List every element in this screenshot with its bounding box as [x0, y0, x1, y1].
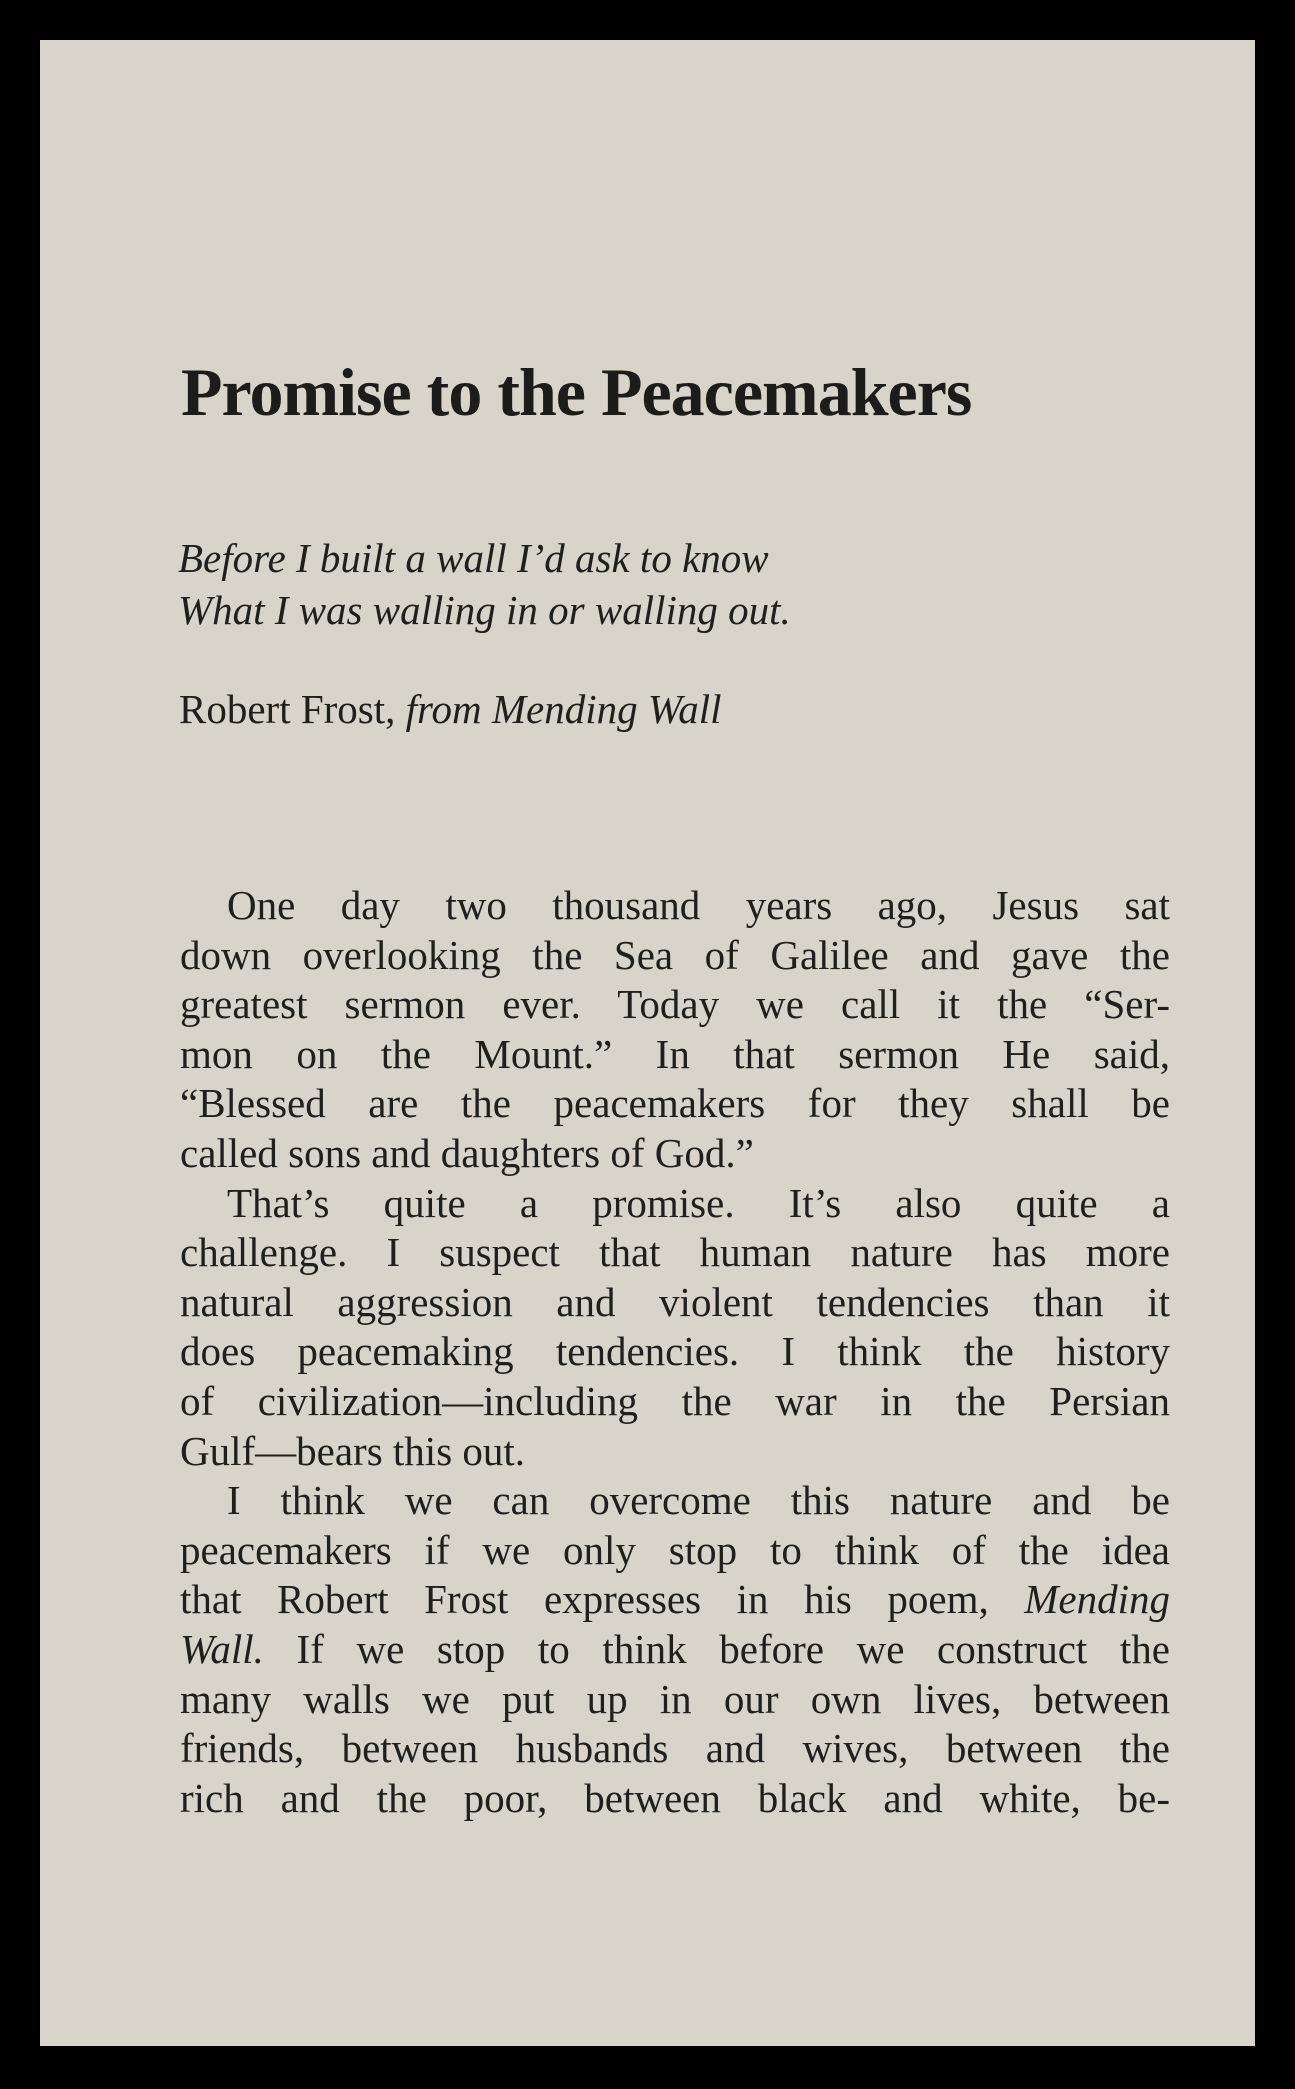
body-line-text: called sons and daughters of God.” [180, 1129, 754, 1176]
body-line [180, 1675, 1170, 1725]
body-line [180, 1179, 1170, 1229]
body-line [180, 1476, 1170, 1526]
body-line-text: many walls we put up in our own lives, between [180, 1675, 1170, 1722]
body-line-text: Gulf—bears this out. [180, 1427, 526, 1474]
body-line [180, 1129, 1170, 1179]
body-line-text: of civilization—including the war in the Persian [180, 1377, 1170, 1424]
body-line-text: If we stop to think before we construct the [296, 1625, 1170, 1672]
article-title: Promise to the Peacemakers [181, 354, 972, 430]
body-line-text: natural aggression and violent tendencies than it [180, 1278, 1170, 1325]
body-line [180, 1327, 1170, 1377]
body-line-text: peacemakers if we only stop to think of the idea [180, 1526, 1170, 1573]
body-line-text: One day two thousand years ago, Jesus sat [227, 882, 1170, 928]
body-line [180, 1079, 1170, 1129]
body-line-text: challenge. I suspect that human nature has more [180, 1229, 1170, 1276]
body-line [180, 980, 1170, 1030]
attribution-author: Robert Frost, [179, 686, 396, 732]
body-line-text: down overlooking the Sea of Galilee and gave the [180, 931, 1170, 978]
epigraph [178, 532, 791, 636]
body-line [180, 1774, 1170, 1824]
body-line-text: That’s quite a promise. It’s also quite a [227, 1179, 1170, 1226]
italic-text: Mending [1024, 1576, 1170, 1623]
body-line-text: greatest sermon ever. Today we call it the “Ser- [180, 981, 1170, 1028]
epigraph-line: Before I built a wall I’d ask to know [178, 535, 769, 581]
body-line [180, 1030, 1170, 1080]
body-line-text: that Robert Frost expresses in his poem, [180, 1576, 989, 1623]
body-line-text: I think we can overcome this nature and be [227, 1477, 1170, 1524]
attribution-source: from Mending Wall [405, 686, 722, 732]
epigraph-attribution [179, 683, 722, 735]
body-line [180, 1526, 1170, 1576]
body-line [180, 931, 1170, 981]
epigraph-line: What I was walling in or walling out. [178, 587, 791, 633]
italic-text: Wall. [180, 1625, 264, 1672]
body-line [180, 1228, 1170, 1278]
body-line [180, 881, 1170, 931]
body-line [180, 1377, 1170, 1427]
body-line [180, 1625, 1170, 1675]
article-body [180, 881, 1170, 1823]
body-line [180, 1575, 1170, 1625]
body-line-text: rich and the poor, between black and white, be- [180, 1774, 1170, 1821]
body-line [180, 1427, 1170, 1477]
body-line-text: “Blessed are the peacemakers for they shall be [180, 1080, 1170, 1127]
body-line [180, 1278, 1170, 1328]
body-line-text: mon on the Mount.” In that sermon He said, [180, 1030, 1170, 1077]
body-line-text: does peacemaking tendencies. I think the history [180, 1328, 1170, 1375]
body-line [180, 1724, 1170, 1774]
body-line-text: friends, between husbands and wives, between the [180, 1725, 1170, 1772]
document-page [40, 40, 1255, 2046]
